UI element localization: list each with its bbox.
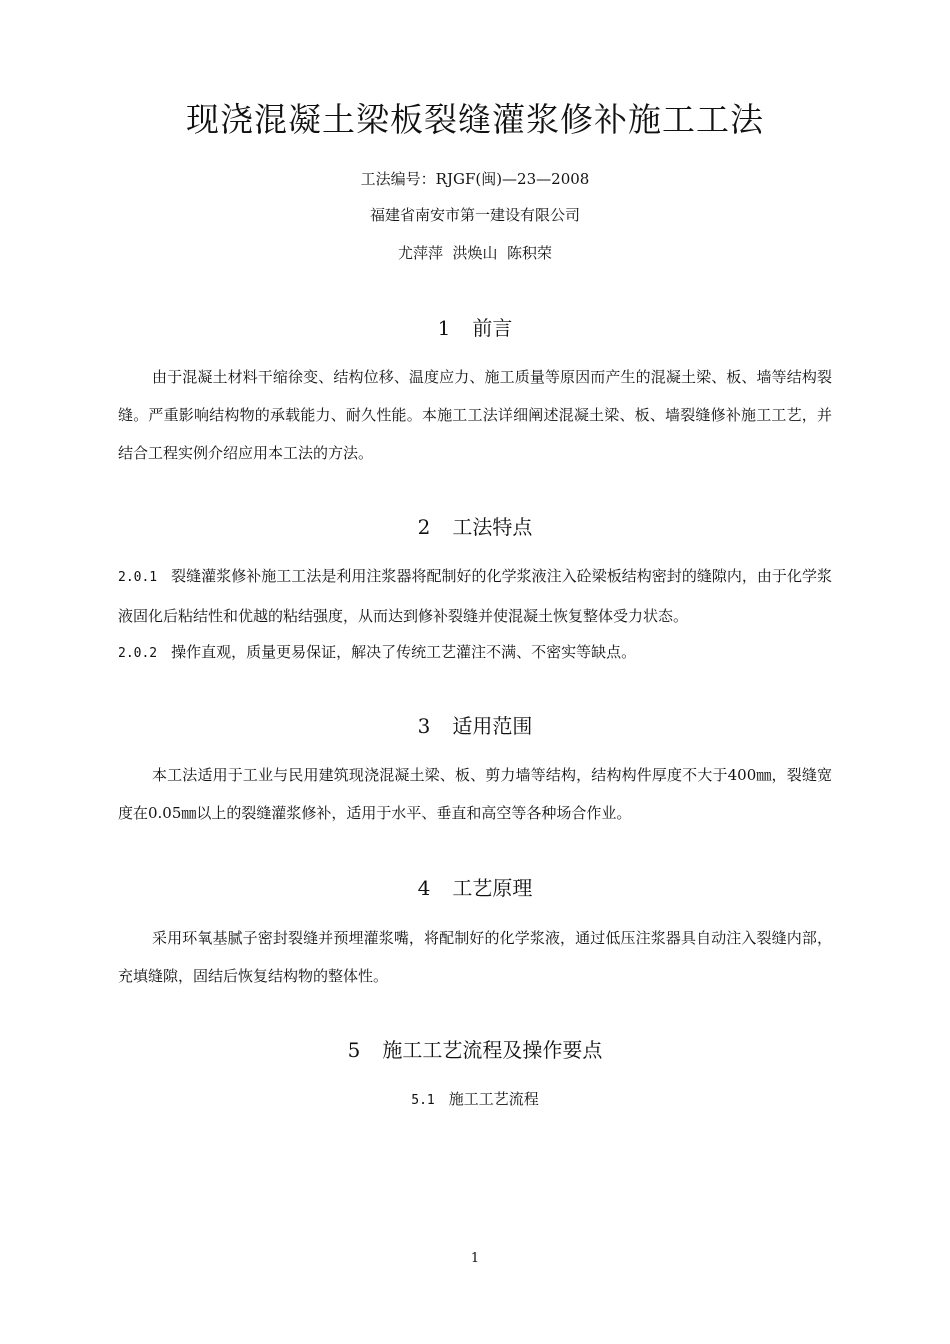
- section-number: 1: [437, 316, 451, 340]
- section-4-paragraph: 采用环氧基腻子密封裂缝并预埋灌浆嘴，将配制好的化学浆液，通过低压注浆器具自动注入裂缝内部，充填缝隙，固结后恢复结构物的整体性。: [118, 929, 832, 985]
- section-title: 适用范围: [452, 714, 533, 738]
- subsection-5-1-heading: [0, 1088, 950, 1112]
- page-number: 1: [470, 1251, 480, 1266]
- section-4-heading: [0, 874, 950, 902]
- section-number: 5: [347, 1038, 361, 1062]
- section-title: 前言: [472, 316, 513, 340]
- clause-number: 2.0.2: [118, 646, 158, 661]
- clause-text: 操作直观，质量更易保证，解决了传统工艺灌注不满、不密实等缺点。: [171, 643, 637, 661]
- section-5-heading: [0, 1036, 950, 1064]
- document-title: 现浇混凝土梁板裂缝灌浆修补施工工法: [186, 100, 764, 139]
- section-2-heading: [0, 513, 950, 541]
- section-3-paragraph: 本工法适用于工业与民用建筑现浇混凝土梁、板、剪力墙等结构，结构构件厚度不大于400㎜，裂缝宽度在0.05㎜以上的裂缝灌浆修补，适用于水平、垂直和高空等各种场合作业。: [118, 766, 832, 822]
- section-3-heading: [0, 712, 950, 740]
- subsection-title: 施工工艺流程: [448, 1090, 539, 1108]
- section-number: 4: [417, 876, 431, 900]
- section-number: 2: [417, 515, 431, 539]
- section-1-heading: [0, 314, 950, 342]
- clause-2-0-2: [118, 633, 832, 673]
- section-title: 工法特点: [452, 515, 533, 539]
- method-number: 工法编号：RJGF(闽)—23—2008: [360, 170, 590, 188]
- section-number: 3: [417, 714, 431, 738]
- company-name: 福建省南安市第一建设有限公司: [369, 206, 580, 224]
- clause-text: 裂缝灌浆修补施工工法是利用注浆器将配制好的化学浆液注入砼梁板结构密封的缝隙内，由于化学浆液固化后粘结性和优越的粘结强度，从而达到修补裂缝并使混凝土恢复整体受力状态。: [118, 567, 832, 625]
- clause-number: 2.0.1: [118, 570, 158, 585]
- section-title: 施工工艺流程及操作要点: [382, 1038, 603, 1062]
- clause-2-0-1: [118, 557, 832, 635]
- section-title: 工艺原理: [452, 876, 533, 900]
- subsection-number: 5.1: [411, 1093, 435, 1108]
- section-1-paragraph: 由于混凝土材料干缩徐变、结构位移、温度应力、施工质量等原因而产生的混凝土梁、板、墙等结构裂缝。严重影响结构物的承载能力、耐久性能。本施工工法详细阐述混凝土梁、板、墙裂缝修补施工工艺，并结合工程实例介绍应用本工法的方法。: [118, 368, 832, 462]
- authors: 尤萍萍 洪焕山 陈积荣: [397, 244, 553, 262]
